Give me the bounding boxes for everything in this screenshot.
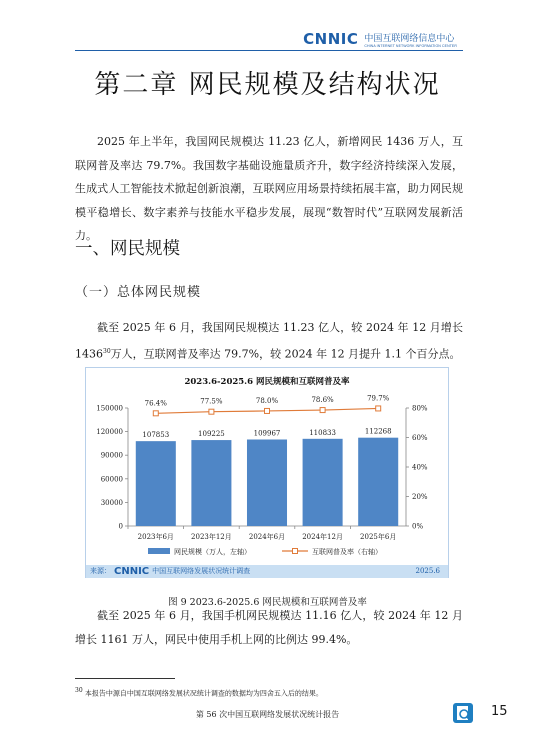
left-tick-label: 60000 [100,475,123,484]
x-tick-label: 2023年6月 [137,533,174,541]
section-heading: 一、网民规模 [75,239,180,259]
line-marker [376,406,381,411]
paragraph-2: 截至 2025 年 6 月，我国网民规模达 11.23 亿人，较 2024 年 12 月增长 1436$^{30}$万人，互联网普及率达 79.7%，较 2024 年 12 月提升 1.1 个百分点。 [75,321,463,361]
header-rule [75,50,463,51]
chart-title: 2023.6-2025.6 网民规模和互联网普及率 [184,377,350,387]
bar-value-label: 110833 [309,428,336,437]
report-icon [452,702,474,724]
left-tick-label: 150000 [96,404,123,413]
page-header [303,30,457,48]
footnote: $^{30}$ 本报告中源自中国互联网络发展状况统计调查的数据均为四舍五入后的结果。 [75,687,323,698]
right-tick-label: 40% [412,463,428,472]
line-marker [153,411,158,416]
bar [191,440,231,526]
line-value-label: 76.4% [144,399,167,408]
page-footer: 第 56 次中国互联网络发展状况统计报告 [195,710,340,719]
paragraph-3: 截至 2025 年 6 月，我国手机网民规模达 11.16 亿人，较 2024 年 12 月增长 1161 万人，网民中使用手机上网的比例达 99.4%。 [75,609,463,646]
bar-value-label: 107853 [142,431,170,440]
bar [247,439,287,526]
line-marker [320,408,325,413]
right-tick-label: 0% [412,522,424,531]
page-number: 15 [491,704,508,719]
bar [303,439,343,526]
left-tick-label: 0 [118,522,123,531]
right-tick-label: 20% [412,493,428,501]
line-value-label: 78.6% [311,396,334,405]
intro-paragraph: 2025 年上半年，我国网民规模达 11.23 亿人，新增网民 1436 万人，互联网普及率达 79.7%。我国数字基础设施量质齐升，数字经济持续深入发展，生成式人工智能技术掀起创新浪潮，互联网应用场景持续拓展丰富，助力网民规模平稳增长、数字素养与技能水平稳步发展，展现“数智时代”互联网发展新活力。 [75,135,463,242]
org-name-cn: 中国互联网络信息中心 [364,33,455,44]
chart-figure [85,367,449,578]
x-tick-label: 2025年6月 [360,533,397,541]
footnote-ref: 30 [103,347,111,355]
x-tick-label: 2024年12月 [302,533,343,541]
source-date: 2025.6 [415,567,440,575]
legend-line-marker [293,549,298,554]
x-tick-label: 2023年12月 [191,533,232,541]
left-tick-label: 90000 [100,451,123,460]
bar [136,441,176,526]
footnote-rule [75,678,175,679]
source-label: 来源： [90,567,111,575]
org-name-en: CHINA INTERNET NETWORK INFORMATION CENTER [364,43,457,48]
line-value-label: 78.0% [255,396,279,405]
left-tick-label: 120000 [96,428,123,437]
left-tick-label: 30000 [100,498,123,507]
figure-caption: 图 9 2023.6-2025.6 网民规模和互联网普及率 [168,597,367,608]
chapter-title: 第二章 网民规模及结构状况 [94,70,441,100]
line-value-label: 77.5% [200,397,223,406]
bar [358,438,398,526]
right-tick-label: 60% [412,434,428,442]
source-logo: CNNIC [114,566,150,577]
legend-bar-swatch [148,548,170,554]
x-tick-label: 2024年6月 [248,533,286,541]
right-tick-label: 80% [412,404,428,413]
bar-value-label: 109225 [198,430,225,439]
subsection-heading: （一）总体网民规模 [75,285,202,300]
cnnic-logo: CNNIC [303,30,359,48]
line-marker [265,408,270,413]
source-text: 中国互联网络发展状况统计调查 [152,567,251,575]
line-value-label: 79.7% [367,394,390,403]
bar-value-label: 109967 [253,429,281,438]
figure-source-bar [86,565,448,578]
line-marker [209,409,214,414]
legend-bar-label: 网民规模（万人，左轴） [174,548,251,556]
bar-value-label: 112268 [364,427,392,436]
legend-line-label: 互联网普及率（右轴） [312,548,382,556]
chart-svg [86,368,448,565]
